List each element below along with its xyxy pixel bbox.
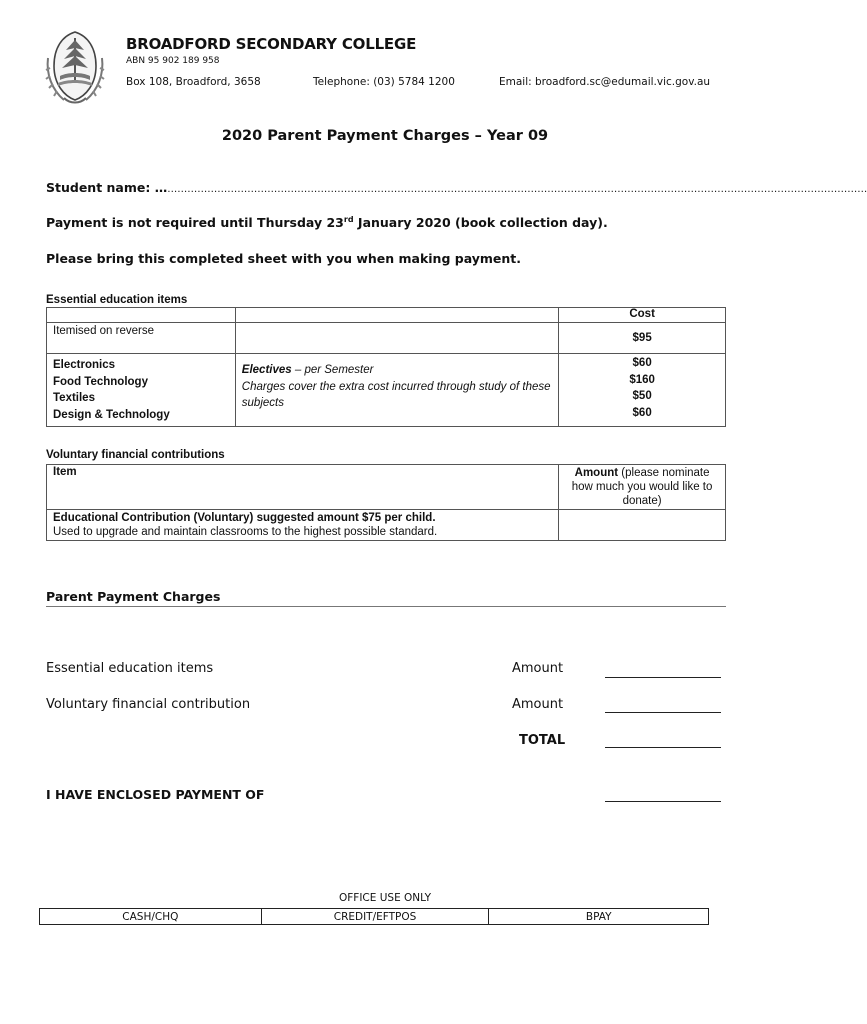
college-name: BROADFORD SECONDARY COLLEGE	[126, 35, 417, 53]
item-column-header: Item	[47, 465, 559, 510]
essential-amount-field[interactable]	[605, 677, 721, 678]
subject-food-technology: Food Technology	[53, 375, 148, 388]
essential-items-table	[46, 307, 726, 427]
office-bpay[interactable]: BPAY	[489, 909, 709, 925]
educational-contribution-title: Educational Contribution (Voluntary) suggested amount $75 per child.	[53, 512, 436, 524]
elective-subjects-cell	[47, 354, 236, 427]
parent-payment-charges-heading: Parent Payment Charges	[46, 589, 221, 604]
section-divider	[46, 606, 726, 607]
payment-note-superscript: rd	[343, 215, 354, 224]
voluntary-contributions-table	[46, 464, 726, 541]
cost-column-header: Cost	[559, 308, 726, 323]
enclosed-payment-field[interactable]	[605, 801, 721, 802]
essential-items-heading: Essential education items	[46, 294, 188, 306]
electives-label: Electives	[241, 364, 292, 376]
abn-number: ABN 95 902 189 958	[126, 56, 220, 66]
elective-costs-cell	[559, 354, 726, 427]
document-title: 2020 Parent Payment Charges – Year 09	[221, 128, 549, 144]
educational-contribution-description: Used to upgrade and maintain classrooms to the highest possible standard.	[53, 526, 438, 538]
email-address: Email: broadford.sc@edumail.vic.gov.au	[499, 76, 711, 88]
student-name-dotted-line: …………………………………………………………………………………………………………………………………………………………………………………………	[167, 184, 867, 195]
essential-amount-label: Amount	[512, 661, 564, 676]
amount-header-label: Amount	[574, 467, 619, 479]
office-credit-eftpos[interactable]: CREDIT/EFTPOS	[261, 909, 489, 925]
subject-design-technology: Design & Technology	[53, 408, 170, 421]
total-label: TOTAL	[519, 733, 566, 748]
cost-textiles: $50	[632, 390, 652, 402]
itemised-label: Itemised on reverse	[47, 323, 236, 354]
donation-amount-input[interactable]	[559, 510, 726, 541]
amount-header-note: (please nominate how much you would like to donate)	[571, 467, 713, 507]
amount-column-header	[559, 465, 726, 510]
essential-items-total-label: Essential education items	[46, 661, 214, 676]
educational-contribution-cell	[47, 510, 559, 541]
college-crest-logo	[44, 28, 106, 106]
office-cash-cheque[interactable]: CASH/CHQ	[40, 909, 262, 925]
payment-note-text: Payment is not required until Thursday 23	[46, 215, 344, 231]
total-amount-field[interactable]	[605, 747, 721, 748]
telephone-number: Telephone: (03) 5784 1200	[313, 76, 455, 88]
electives-per-semester: – per Semester	[291, 364, 374, 376]
voluntary-contribution-total-label: Voluntary financial contribution	[46, 697, 251, 712]
header-blank-cell	[47, 308, 236, 323]
voluntary-amount-field[interactable]	[605, 712, 721, 713]
office-use-table	[39, 908, 709, 925]
enclosed-payment-label: I HAVE ENCLOSED PAYMENT OF	[46, 787, 265, 802]
bring-sheet-note: Please bring this completed sheet with you when making payment.	[46, 251, 522, 266]
header-blank-cell	[235, 308, 558, 323]
electives-description: Charges cover the extra cost incurred through study of these subjects	[241, 380, 551, 409]
postal-address: Box 108, Broadford, 3658	[126, 76, 261, 88]
itemised-cost: $95	[559, 323, 726, 354]
cost-design-technology: $60	[632, 406, 652, 419]
voluntary-contributions-heading: Voluntary financial contributions	[46, 449, 225, 461]
voluntary-amount-label: Amount	[512, 697, 564, 712]
payment-note-text-end: January 2020 (book collection day).	[353, 215, 608, 231]
office-use-heading: OFFICE USE ONLY	[338, 892, 432, 904]
student-name-field[interactable]	[46, 180, 867, 195]
cost-food-technology: $160	[629, 373, 655, 386]
subject-electronics: Electronics	[53, 359, 115, 371]
student-name-label: Student name: …	[46, 180, 168, 195]
electives-description-cell	[235, 354, 558, 427]
subject-textiles: Textiles	[53, 392, 95, 404]
itemised-blank-cell	[235, 323, 558, 354]
cost-electronics: $60	[632, 357, 652, 369]
payment-deadline-note	[46, 215, 608, 230]
